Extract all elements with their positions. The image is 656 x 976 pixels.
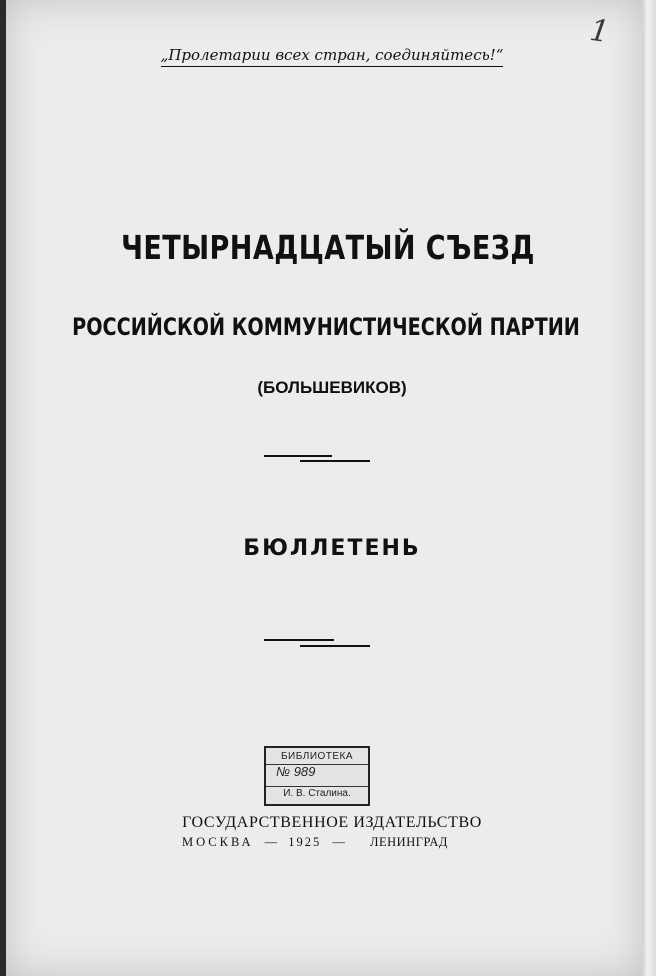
imprint-dash: — bbox=[332, 835, 345, 849]
title-line-2: РОССИЙСКОЙ КОММУНИСТИЧЕСКОЙ ПАРТИИ bbox=[72, 313, 580, 341]
divider-rule-top-a bbox=[264, 455, 332, 457]
imprint-dash: — bbox=[264, 835, 278, 849]
stamp-number: № 989 bbox=[276, 764, 316, 779]
motto bbox=[0, 46, 656, 67]
divider-rule-bottom-a bbox=[264, 639, 334, 641]
subtitle: БЮЛЛЕТЕНЬ bbox=[243, 536, 421, 561]
publisher-name: ГОСУДАРСТВЕННОЕ ИЗДАТЕЛЬСТВО bbox=[182, 814, 482, 831]
divider-rule-top-b bbox=[300, 460, 370, 462]
divider-rule-bottom-b bbox=[300, 645, 370, 647]
imprint-year: 1925 bbox=[288, 835, 322, 849]
imprint-line bbox=[182, 835, 448, 850]
folio-number: 1 bbox=[587, 12, 612, 51]
imprint-city-leningrad: ЛЕНИНГРАД bbox=[370, 835, 448, 849]
motto-text: „Пролетарии всех стран, соединяйтесь!“ bbox=[161, 46, 504, 67]
stamp-library-label: БИБЛИОТЕКА bbox=[280, 751, 354, 762]
library-stamp bbox=[264, 746, 370, 806]
stamp-owner: И. В. Сталина. bbox=[283, 788, 351, 799]
stamp-rule-bottom bbox=[266, 786, 368, 787]
title-line-3: (БОЛЬШЕВИКОВ) bbox=[257, 378, 407, 397]
title-line-1: ЧЕТЫРНАДЦАТЫЙ СЪЕЗД bbox=[121, 228, 535, 267]
imprint-city-moscow: МОСКВА bbox=[182, 835, 254, 849]
